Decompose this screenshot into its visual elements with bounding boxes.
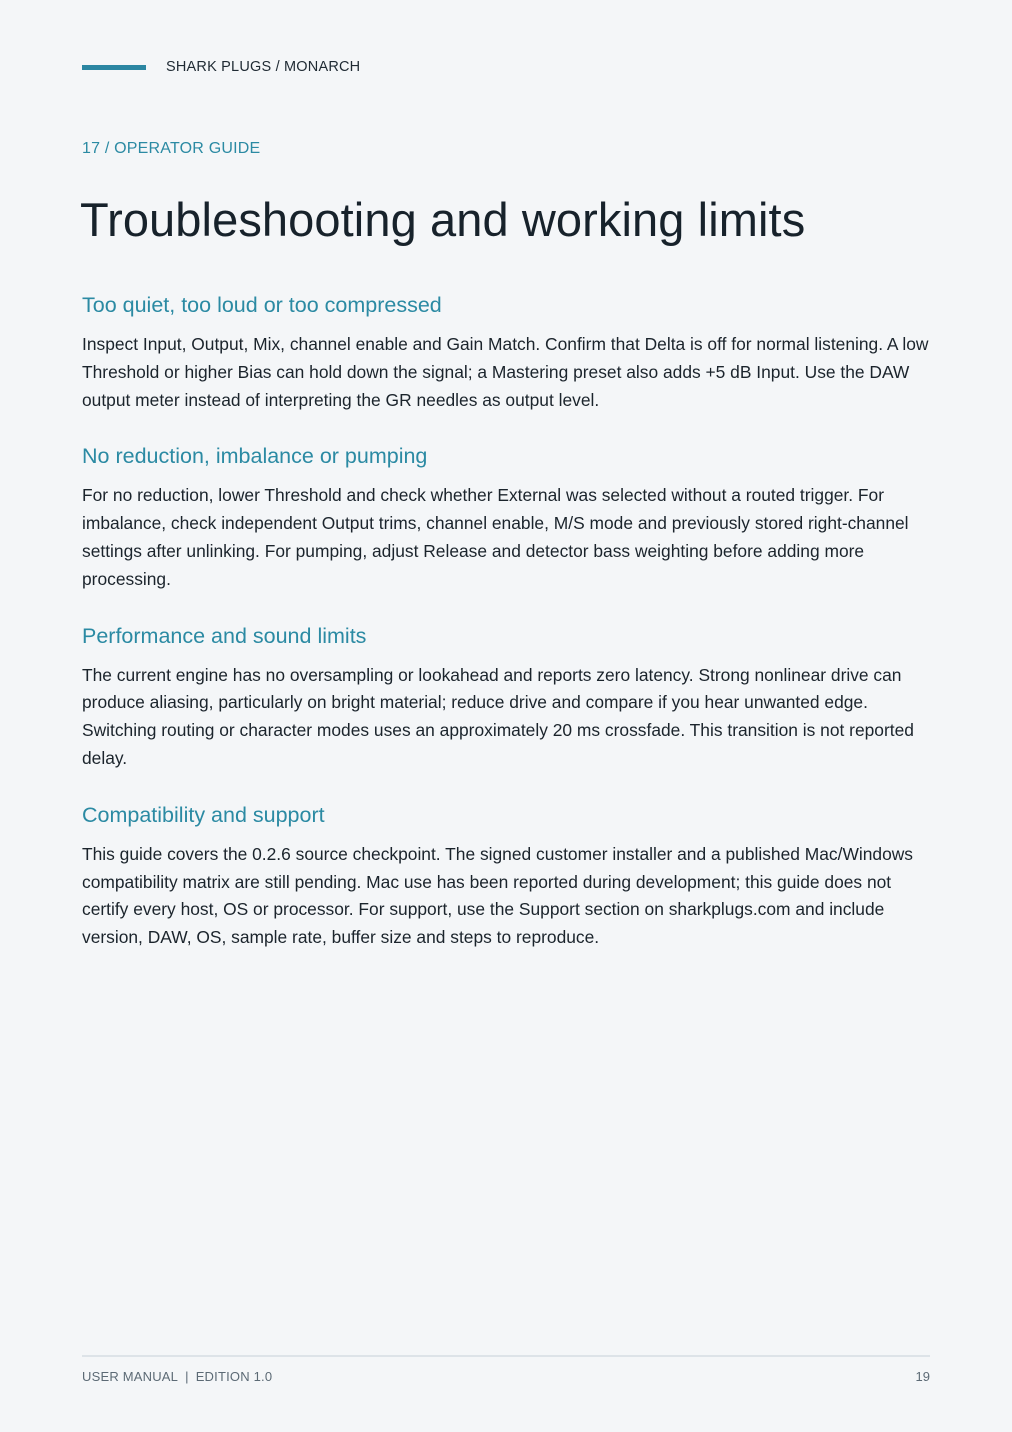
section-heading: No reduction, imbalance or pumping [82, 444, 428, 469]
page-header [82, 59, 360, 75]
footer-edition-label: EDITION 1.0 [195, 1369, 273, 1384]
section-heading: Compatibility and support [82, 802, 325, 827]
section-compatibility [82, 800, 934, 952]
main-content [82, 290, 934, 979]
page-title: Troubleshooting and working limits [80, 193, 806, 246]
section-body: Inspect Input, Output, Mix, channel enable and Gain Match. Confirm that Delta is off for normal listening. A low Threshold or higher Bias can hold down the signal; a Mastering preset also adds +5 dB Input. Use the DAW output meter instead of interpreting the GR needles as output level. [82, 334, 929, 410]
page-number: 19 [915, 1369, 930, 1384]
footer-edition-info [82, 1369, 272, 1384]
section-body: This guide covers the 0.2.6 source checkpoint. The signed customer installer and a published Mac/Windows compatibility matrix are still pending. Mac use has been reported during development; this guide does not certify every host, OS or processor. For support, use the Support section on sharkplugs.com and include version, DAW, OS, sample rate, buffer size and steps to reproduce. [82, 843, 914, 948]
section-no-reduction [82, 441, 934, 593]
header-accent-bar [82, 65, 146, 70]
section-heading: Performance and sound limits [82, 623, 367, 648]
footer-divider [82, 1355, 930, 1357]
section-heading: Too quiet, too loud or too compressed [82, 293, 442, 317]
section-body: For no reduction, lower Threshold and check whether External was selected without a routed trigger. For imbalance, check independent Output trims, channel enable, M/S mode and previously stored right-channel settings after unlinking. For pumping, adjust Release and detector bass weighting before adding more processing. [82, 485, 909, 589]
section-body: The current engine has no oversampling or lookahead and reports zero latency. Strong nonlinear drive can produce aliasing, particularly on bright material; reduce drive and compare if you hear unwanted edge. Switching routing or character modes uses an approximately 20 ms crossfade. This transition is not reported delay. [82, 664, 914, 768]
section-performance [82, 621, 934, 773]
footer-separator: | [185, 1369, 189, 1384]
footer-manual-label: USER MANUAL [82, 1369, 179, 1384]
chapter-label: 17 / OPERATOR GUIDE [82, 140, 261, 157]
section-too-quiet [82, 290, 934, 414]
brand-label: SHARK PLUGS / MONARCH [166, 59, 361, 75]
